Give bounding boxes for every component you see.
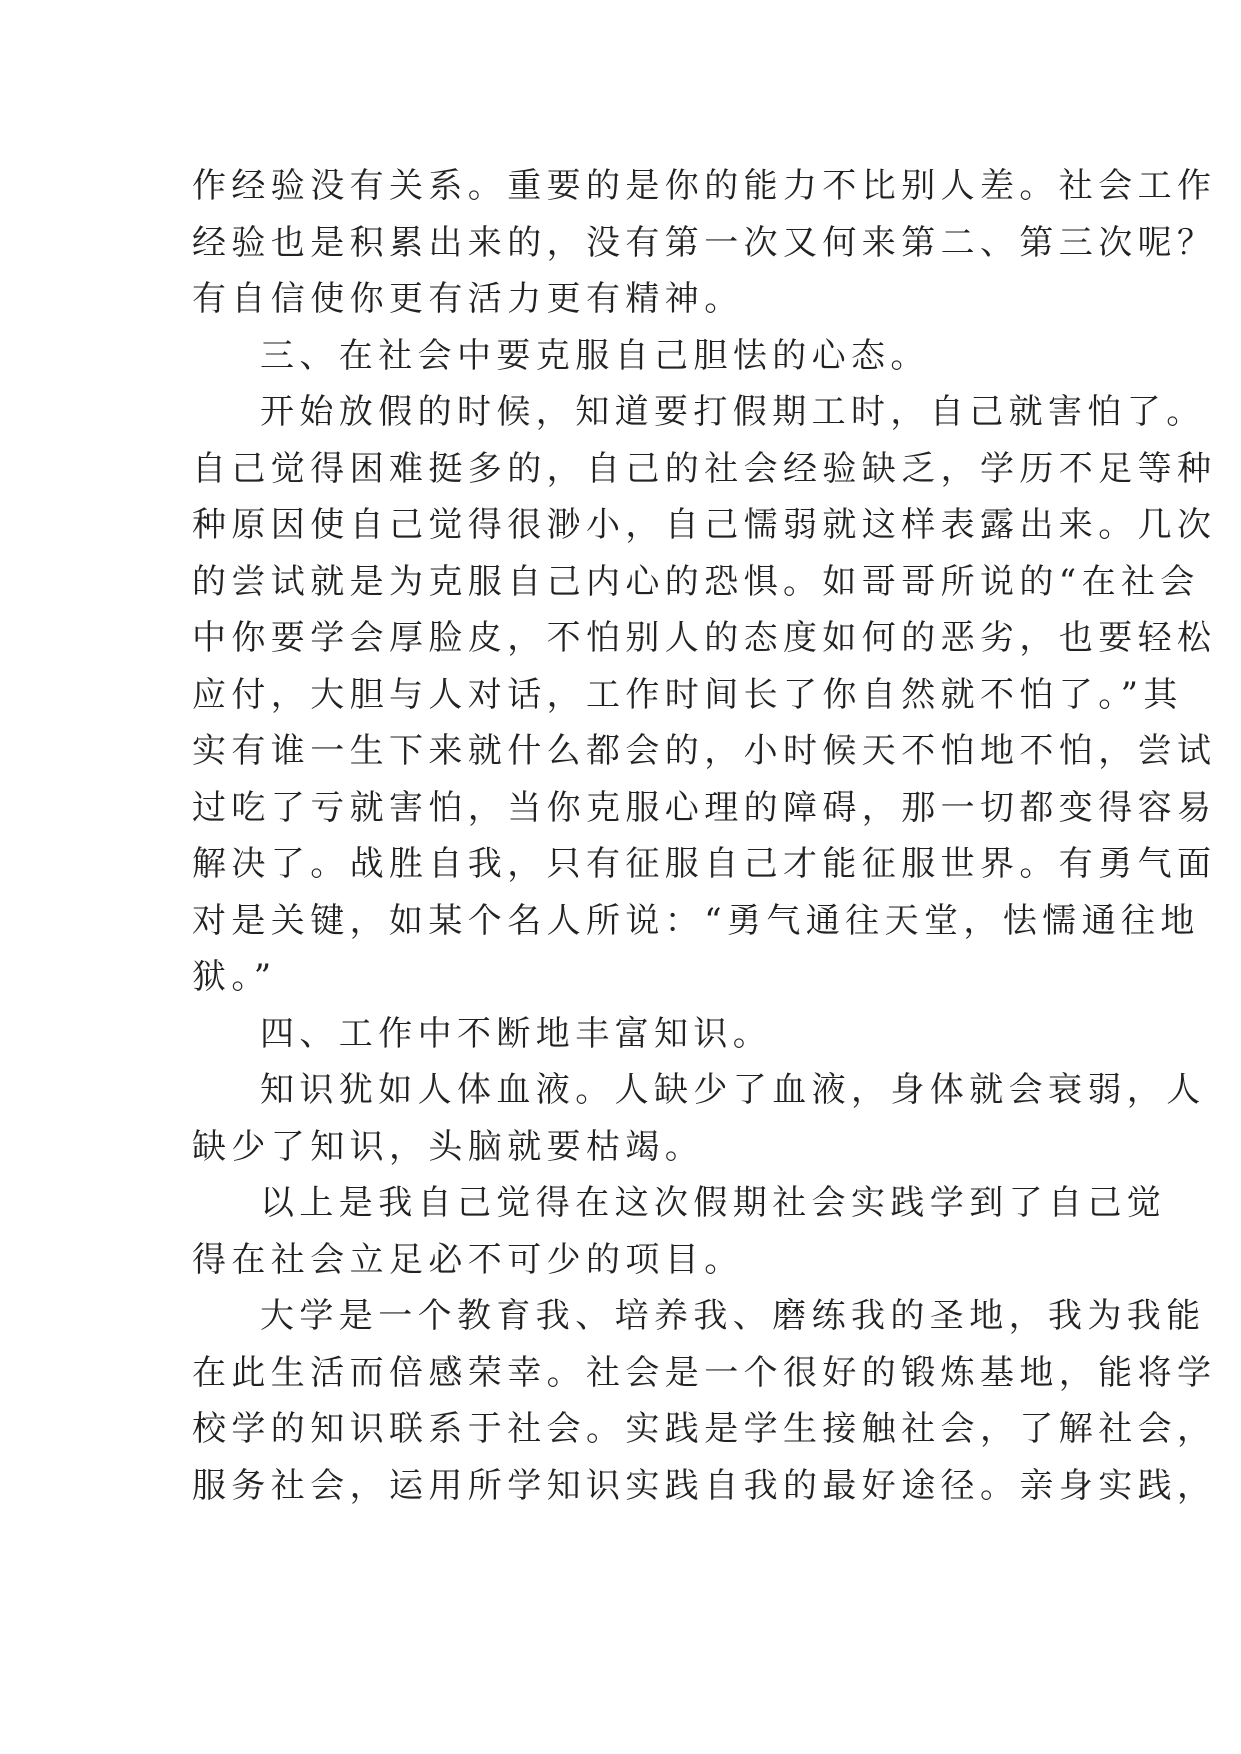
text-line: 自己觉得困难挺多的，自己的社会经验缺乏，学历不足等种 xyxy=(192,448,1217,489)
text-line: 作经验没有关系。重要的是你的能力不比别人差。社会工作 xyxy=(192,166,1217,206)
section-heading: 四、工作中不断地丰富知识。 xyxy=(260,1013,773,1054)
text-line: 过吃了亏就害怕，当你克服心理的障碍，那一切都变得容易 xyxy=(192,787,1217,828)
text-line: 解决了。战胜自我，只有征服自己才能征服世界。有勇气面 xyxy=(192,844,1217,884)
text-line: 得在社会立足必不可少的项目。 xyxy=(192,1239,744,1280)
paragraph-start-line: 开始放假的时候，知道要打假期工时，自己就害怕了。 xyxy=(260,392,1206,432)
text-line: 服务社会，运用所学知识实践自我的最好途径。亲身实践， xyxy=(192,1465,1217,1506)
text-line: 缺少了知识，头脑就要枯竭。 xyxy=(192,1126,705,1167)
text-line: 校学的知识联系于社会。实践是学生接触社会，了解社会， xyxy=(192,1409,1217,1449)
text-line: 种原因使自己觉得很渺小，自己懦弱就这样表露出来。几次 xyxy=(192,505,1217,545)
document-body xyxy=(192,158,1217,1514)
paragraph-start-line: 大学是一个教育我、培养我、磨练我的圣地，我为我能 xyxy=(260,1296,1206,1336)
text-line: 实有谁一生下来就什么都会的，小时候天不怕地不怕，尝试 xyxy=(192,731,1217,771)
text-line: 在此生活而倍感荣幸。社会是一个很好的锻炼基地，能将学 xyxy=(192,1352,1217,1393)
text-line: 经验也是积累出来的，没有第一次又何来第二、第三次呢？ xyxy=(192,222,1217,263)
text-line: 有自信使你更有活力更有精神。 xyxy=(192,279,744,319)
paragraph-start-line: 以上是我自己觉得在这次假期社会实践学到了自己觉 xyxy=(260,1183,1167,1223)
text-line: 应付，大胆与人对话，工作时间长了你自然就不怕了。”其 xyxy=(192,674,1183,715)
paragraph-start-line: 知识犹如人体血液。人缺少了血液，身体就会衰弱，人 xyxy=(260,1070,1206,1110)
text-line: 对是关键，如某个名人所说：“勇气通往天堂，怯懦通往地 xyxy=(192,900,1200,941)
text-line: 狱。” xyxy=(192,957,277,997)
text-line: 中你要学会厚脸皮，不怕别人的态度如何的恶劣，也要轻松 xyxy=(192,618,1217,658)
section-heading: 三、在社会中要克服自己胆怯的心态。 xyxy=(260,335,930,376)
text-line: 的尝试就是为克服自己内心的恐惧。如哥哥所说的“在社会 xyxy=(192,561,1200,602)
